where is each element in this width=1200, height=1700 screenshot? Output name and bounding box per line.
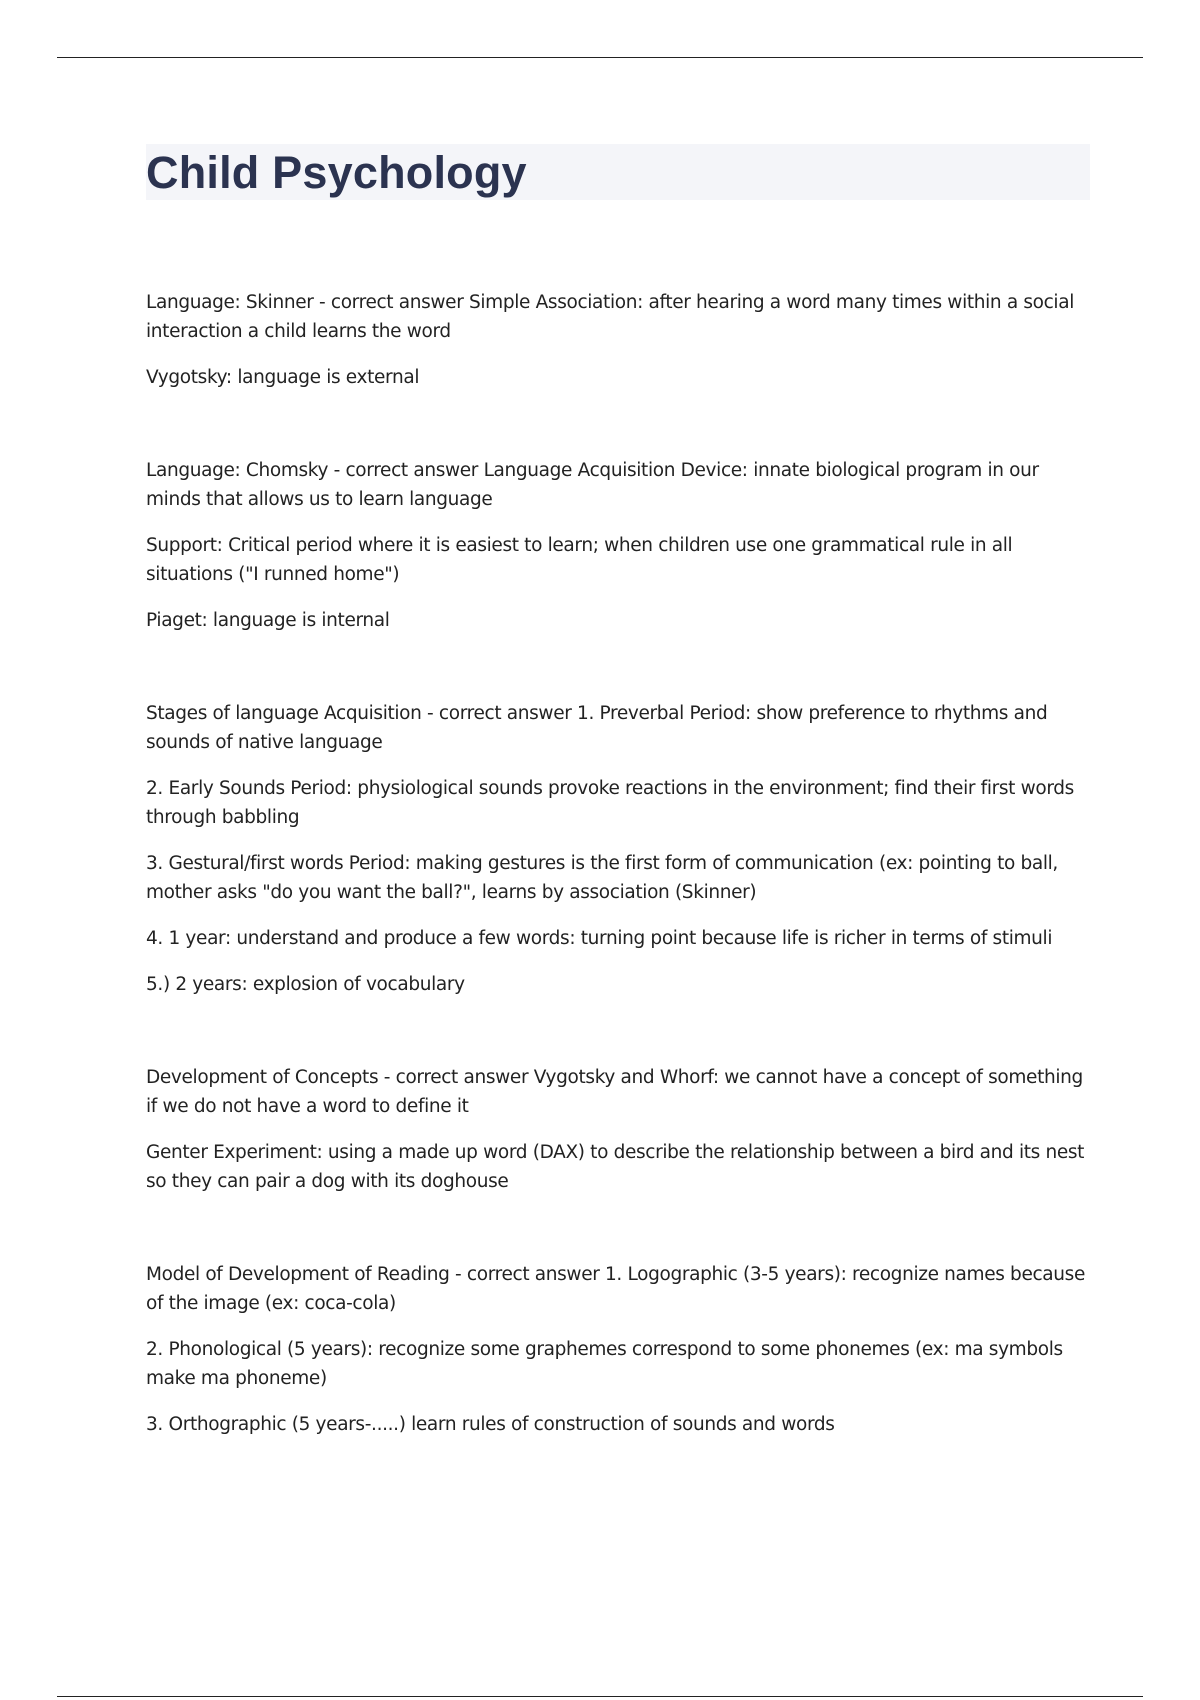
flashcard-answer: 1. Preverbal Period: show preference to rhythms and sounds of native language xyxy=(146,703,1048,753)
top-divider xyxy=(57,57,1143,58)
flashcard xyxy=(146,1260,1090,1439)
correct-answer-separator: - correct answer xyxy=(378,1067,534,1088)
flashcard-list xyxy=(146,288,1090,1439)
flashcard-answer: Simple Association: after hearing a word many times within a social interaction a child learns the word xyxy=(146,292,1074,342)
flashcard-answer-detail: 3. Gestural/first words Period: making gestures is the first form of communication (ex: pointing to ball, mother asks "do you want the ball?", learns by association (Skinner) xyxy=(146,853,1058,903)
flashcard-answer-detail: 5.) 2 years: explosion of vocabulary xyxy=(146,974,465,995)
bottom-divider xyxy=(57,1696,1143,1697)
flashcard-question-line xyxy=(146,1063,1090,1121)
flashcard-question: Model of Development of Reading xyxy=(146,1264,450,1285)
flashcard-question: Development of Concepts xyxy=(146,1067,379,1088)
flashcard-answer-detail: Support: Critical period where it is easiest to learn; when children use one grammatical rule in all situations ("I runned home") xyxy=(146,535,1013,585)
flashcard-question: Stages of language Acquisition xyxy=(146,703,422,724)
flashcard-answer-detail: 2. Early Sounds Period: physiological sounds provoke reactions in the environment; find their first words through babbling xyxy=(146,778,1074,828)
flashcard-answer-detail: Piaget: language is internal xyxy=(146,610,390,631)
flashcard-question-line xyxy=(146,1260,1090,1318)
flashcard-question-line xyxy=(146,288,1090,346)
flashcard-question: Language: Skinner xyxy=(146,292,314,313)
flashcard-question: Language: Chomsky xyxy=(146,460,329,481)
flashcard-question-line xyxy=(146,699,1090,757)
title-banner xyxy=(146,144,1090,200)
correct-answer-separator: - correct answer xyxy=(328,460,484,481)
page-title: Child Psychology xyxy=(146,146,527,198)
correct-answer-separator: - correct answer xyxy=(421,703,578,724)
flashcard-answer-detail: 4. 1 year: understand and produce a few words: turning point because life is richer in terms of stimuli xyxy=(146,928,1053,949)
flashcard-answer-detail: 2. Phonological (5 years): recognize some graphemes correspond to some phonemes (ex: ma symbols make ma phoneme) xyxy=(146,1339,1063,1389)
correct-answer-separator: - correct answer xyxy=(313,292,469,313)
document-body xyxy=(146,144,1090,1503)
flashcard-answer: 1. Logographic (3-5 years): recognize names because of the image (ex: coca-cola) xyxy=(146,1264,1085,1314)
flashcard-answer: Language Acquisition Device: innate biological program in our minds that allows us to learn language xyxy=(146,460,1039,510)
flashcard xyxy=(146,288,1090,392)
flashcard xyxy=(146,1063,1090,1196)
flashcard-answer-detail: Genter Experiment: using a made up word (DAX) to describe the relationship between a bird and its nest so they can pair a dog with its doghouse xyxy=(146,1142,1085,1192)
flashcard xyxy=(146,699,1090,999)
flashcard xyxy=(146,456,1090,635)
flashcard-answer-detail: Vygotsky: language is external xyxy=(146,367,420,388)
correct-answer-separator: - correct answer xyxy=(449,1264,606,1285)
flashcard-answer: Vygotsky and Whorf: we cannot have a concept of something if we do not have a word to define it xyxy=(146,1067,1083,1117)
flashcard-answer-detail: 3. Orthographic (5 years-.....) learn rules of construction of sounds and words xyxy=(146,1414,835,1435)
flashcard-question-line xyxy=(146,456,1090,514)
